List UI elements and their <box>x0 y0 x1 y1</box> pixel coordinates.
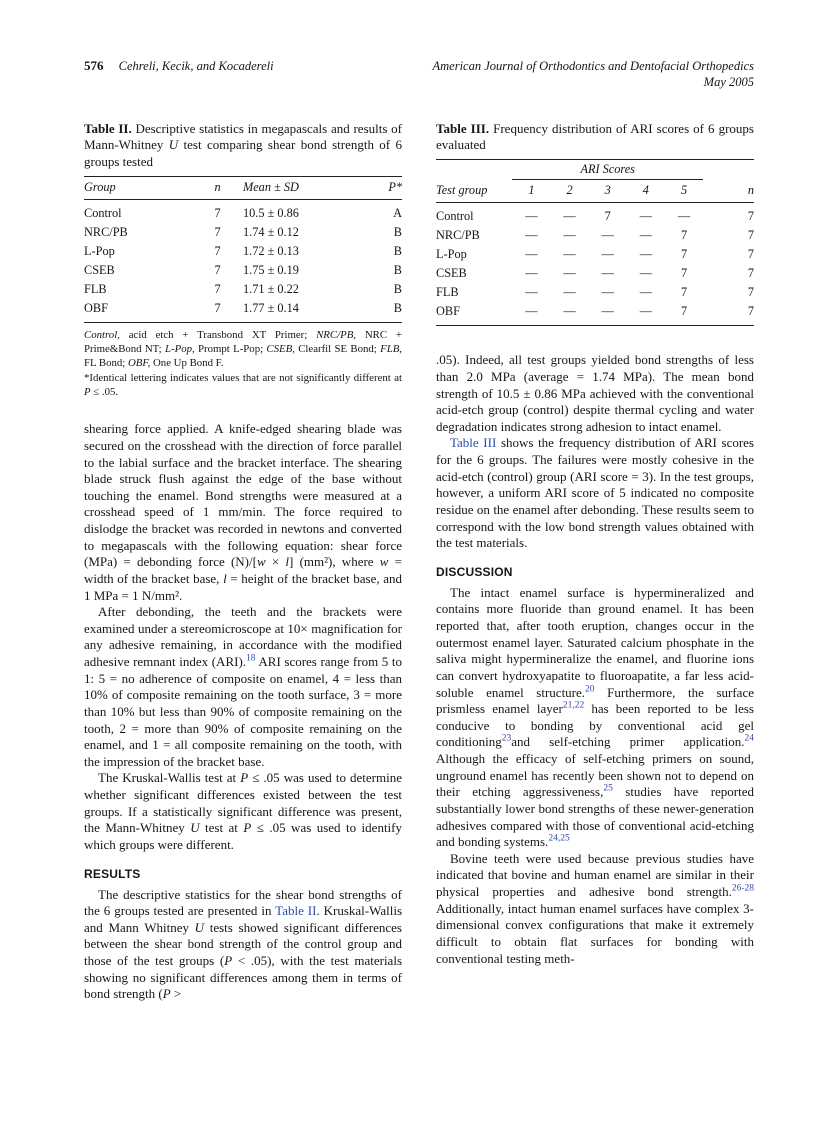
ari-score-cell: 7 <box>680 266 688 281</box>
ari-score-cell: — <box>525 209 538 224</box>
paragraph-ari-scoring <box>84 604 402 770</box>
text-run: = width of the bracket base, <box>84 554 402 586</box>
text-run: ≤ .05. <box>90 386 119 399</box>
group-cell: L-Pop <box>84 244 115 259</box>
table-row <box>436 226 754 245</box>
text-run: l <box>285 554 290 570</box>
ari-score-cell: — <box>525 285 538 300</box>
table-row <box>436 283 754 302</box>
text-run: and self-etching primer application. <box>511 734 745 750</box>
table-3-caption <box>436 121 754 155</box>
test-group-cell: NRC/PB <box>436 228 480 243</box>
empty-cell <box>436 160 512 180</box>
ari-score-cell: — <box>525 304 538 319</box>
ari-score-cell: — <box>525 228 538 243</box>
n-cell: 7 <box>747 209 754 224</box>
p-cell: A <box>393 206 402 221</box>
text-run: shearing force applied. A knife-edged shearing blade was secured on the crosshead with the direction of force parallel to the labial surface and the bracket interface. The shearing blade struck flush against the edge of the base without touching the enamel. Bond strengths were measured at a crosshead speed of 1 mm/min. The force required to dislodge the bracket was recorded in newtons and converted to megapascals with the following equation: shear force (MPa) = debonding force (N)/[ <box>84 421 402 570</box>
table-2-header-row <box>84 177 402 200</box>
ari-score-cell: — <box>563 304 576 319</box>
issue-date: May 2005 <box>703 75 754 90</box>
text-run: The descriptive statistics for the shear bond strengths of the 6 groups tested are presented in <box>84 886 402 919</box>
table-3-block <box>436 121 754 327</box>
running-header <box>84 58 754 91</box>
discussion-heading: DISCUSSION <box>436 564 513 579</box>
ari-scores-span-header: ARI Scores <box>512 160 703 180</box>
column-header-score-3: 3 <box>589 180 627 203</box>
column-header-score-1: 1 <box>512 180 550 203</box>
ari-score-cell: — <box>639 266 652 281</box>
paragraph-results-continued <box>436 352 754 435</box>
table-2-block <box>84 121 402 400</box>
reference-superscript[interactable]: 24,25 <box>548 833 570 844</box>
ari-score-cell: — <box>601 228 614 243</box>
empty-cell <box>703 160 754 180</box>
table-3-span-header-row <box>436 160 754 180</box>
group-cell: OBF <box>84 301 108 316</box>
ari-score-cell: — <box>601 266 614 281</box>
text-run: NRC/PB, <box>316 329 356 342</box>
text-run: P <box>224 953 233 969</box>
ari-score-cell: 7 <box>604 209 611 224</box>
table-3 <box>436 159 754 326</box>
test-group-cell: CSEB <box>436 266 467 281</box>
text-run: CSEB, <box>266 343 295 356</box>
ari-score-cell: — <box>563 228 576 243</box>
right-column <box>436 121 754 1003</box>
column-header-mean-sd: Mean ± SD <box>243 177 357 200</box>
text-run: shows the frequency distribution of ARI scores for the 6 groups. The failures were mostly cohesive in the acid-etch (control) group (ARI score = 3). In the test groups, however, a uniform ARI score of 5 indicated no composite residue on the enamel after debonding. These results seem to correspond with the low bond strength values obtained with the test materials. <box>436 435 754 551</box>
paragraph-discussion-bovine <box>436 851 754 967</box>
mean-sd-cell: 1.71 ± 0.22 <box>242 282 299 297</box>
table-row <box>84 261 402 280</box>
running-header-right <box>433 58 755 91</box>
ari-score-cell: — <box>563 285 576 300</box>
ari-score-cell: — <box>563 247 576 262</box>
text-run: > <box>170 986 182 1002</box>
text-run: l <box>223 570 227 586</box>
text-run: Additionally, intact human enamel surfaces have complex 3-dimensional convex configurations that make it extremely difficult to obtain flat surfaces for bonding with conventional testing meth- <box>436 900 754 966</box>
ari-score-cell: — <box>639 285 652 300</box>
column-header-n: n <box>192 177 243 200</box>
group-cell: Control <box>84 206 122 221</box>
group-cell: FLB <box>84 282 107 297</box>
ari-score-cell: — <box>525 247 538 262</box>
text-run: L-Pop, <box>165 343 195 356</box>
text-run: The intact enamel surface is hypermineralized and contains more fluoride than ground enamel. It has been reported that, after tooth eruption, changes occur in the outermost enamel layer. Saturated calcium phosphate in the saliva might hypermineralize the enamel, and fluorine ions can convert hydroxyapatite to fluoroapatite, a far less acid-soluble enamel structure. <box>436 584 754 700</box>
table-2-caption <box>84 121 402 172</box>
p-cell: B <box>393 244 402 259</box>
table-row <box>436 264 754 283</box>
text-run: w <box>256 554 266 570</box>
ari-score-cell: — <box>525 266 538 281</box>
text-run: NRC + Prime&Bond NT; <box>84 329 402 356</box>
ari-score-cell: 7 <box>680 247 688 262</box>
page-number: 576 <box>84 58 104 73</box>
group-cell: NRC/PB <box>84 225 128 240</box>
n-cell: 7 <box>747 266 754 281</box>
n-cell: 7 <box>214 301 221 316</box>
text-run: U <box>168 137 179 153</box>
reference-superscript[interactable]: 26-28 <box>731 883 754 894</box>
ari-score-cell: — <box>563 266 576 281</box>
reference-superscript[interactable]: 25 <box>603 783 613 794</box>
mean-sd-cell: 1.75 ± 0.19 <box>242 263 299 278</box>
mean-sd-cell: 10.5 ± 0.86 <box>242 206 299 221</box>
text-run: Descriptive statistics in megapascals and results of Mann-Whitney <box>84 120 402 153</box>
table-row <box>84 299 402 323</box>
paragraph-methods-shearing <box>84 421 402 604</box>
text-run: FL Bond; <box>84 357 128 370</box>
text-run: FLB, <box>380 343 402 356</box>
text-run: tests showed significant differences between the shear bond strength of the control group and those of the test groups ( <box>84 919 402 969</box>
text-run: < .05), with the test materials showing no significant differences among them in terms of bond strength ( <box>84 953 403 1002</box>
p-cell: B <box>393 263 402 278</box>
reference-superscript[interactable]: 24 <box>744 734 754 745</box>
table-row <box>436 245 754 264</box>
text-run: OBF, <box>128 357 151 370</box>
text-run: Although the efficacy of self-etching primers on sound, unground enamel has recently been shown not to depend on their etching aggressiveness, <box>436 751 754 800</box>
text-run: P <box>243 820 252 836</box>
column-header-score-4: 4 <box>627 180 665 203</box>
text-run: After debonding, the teeth and the brackets were examined under a stereomicroscope at 10× magnification for any adhesive remaining, in accordance with the modified adhesive remnant index (ARI). <box>84 604 402 670</box>
text-run: P <box>162 986 171 1002</box>
text-run: Table II. <box>84 120 132 136</box>
n-cell: 7 <box>747 247 754 262</box>
mean-sd-cell: 1.74 ± 0.12 <box>242 225 299 240</box>
table-row <box>436 302 754 326</box>
n-cell: 7 <box>214 225 221 240</box>
column-header-p: P* <box>357 177 402 200</box>
text-run: = height of the bracket base, and 1 MPa = 1 N/mm². <box>84 570 402 603</box>
text-run: Bovine teeth were used because previous studies have indicated that bovine and human enamel are similar in their physical properties and adhesive bond strength. <box>436 850 754 900</box>
ari-score-cell: 7 <box>680 285 688 300</box>
cross-reference-link[interactable]: Table II <box>275 903 317 919</box>
test-group-cell: FLB <box>436 285 459 300</box>
ari-score-cell: — <box>563 209 576 224</box>
text-run: Frequency distribution of ARI scores of 6 groups evaluated <box>436 120 754 153</box>
text-run: ≤ .05 was used to identify which groups were different. <box>84 820 402 852</box>
journal-title: American Journal of Orthodontics and Dentofacial Orthopedics <box>432 59 754 73</box>
column-header-test-group: Test group <box>436 180 512 203</box>
p-cell: B <box>393 301 402 316</box>
text-run: Furthermore, the surface prismless enamel layer <box>436 684 754 717</box>
n-cell: 7 <box>747 304 754 319</box>
table-2-footnote-significance <box>84 371 402 399</box>
ari-score-cell: — <box>639 209 652 224</box>
reference-superscript[interactable]: 23 <box>501 734 512 745</box>
group-cell: CSEB <box>84 263 115 278</box>
test-group-cell: L-Pop <box>436 247 467 262</box>
ari-score-cell: — <box>601 285 614 300</box>
column-header-n: n <box>703 180 754 203</box>
reference-superscript[interactable]: 21,22 <box>562 700 585 711</box>
text-run: acid etch + Transbond XT Primer; <box>119 329 317 342</box>
text-run: P <box>84 386 91 399</box>
column-header-score-2: 2 <box>550 180 588 203</box>
column-header-group: Group <box>84 177 192 200</box>
table-2-footnote-abbreviations <box>84 328 402 370</box>
table-row <box>436 203 754 227</box>
text-run: . Kruskal-Wallis and Mann Whitney <box>84 903 402 935</box>
p-cell: B <box>393 282 402 297</box>
paragraph-results <box>84 887 402 1003</box>
n-cell: 7 <box>747 228 754 243</box>
paragraph-discussion-enamel <box>436 585 754 851</box>
results-heading: RESULTS <box>84 866 141 881</box>
ari-score-cell: — <box>639 228 652 243</box>
mean-sd-cell: 1.77 ± 0.14 <box>242 301 299 316</box>
text-run: ] (mm²), where <box>289 554 380 570</box>
text-run: One Up Bond F. <box>150 357 224 370</box>
n-cell: 7 <box>214 206 221 221</box>
text-run: P <box>240 770 249 786</box>
text-run: Clearfil SE Bond; <box>294 343 381 356</box>
text-run: .05). Indeed, all test groups yielded bond strengths of less than 2.0 MPa (average = 1.74 MPa). The mean bond strength of 10.5 ± 0.86 MPa achieved with the conventional acid-etch group (control) despite thermal cycling and water degradation indicates strong adhesion to intact enamel. <box>436 352 754 434</box>
ari-score-cell: — <box>639 304 652 319</box>
table-3-header-row <box>436 180 754 203</box>
text-run: U <box>194 919 205 935</box>
text-run: U <box>190 820 200 836</box>
text-run: × <box>265 554 286 570</box>
text-run: Table III. <box>436 120 490 136</box>
text-run: test at <box>199 820 244 836</box>
table-row <box>84 223 402 242</box>
n-cell: 7 <box>214 244 221 259</box>
text-run: has been reported to be less conducive to bonding by conventional acid gel conditioning <box>436 701 754 750</box>
running-header-left <box>84 58 274 75</box>
left-column <box>84 121 402 1003</box>
n-cell: 7 <box>214 263 221 278</box>
text-run: test comparing shear bond strength of 6 groups tested <box>84 137 403 170</box>
text-run: *Identical lettering indicates values that are not significantly different at <box>84 372 402 385</box>
table-2 <box>84 176 402 323</box>
text-run: studies have reported substantially lower bond strengths of these newer-generation adhesives compared with those of conventional acid-etching and bonding systems. <box>436 784 754 850</box>
ari-score-cell: 7 <box>680 304 688 319</box>
text-run: Control, <box>84 329 120 342</box>
n-cell: 7 <box>214 282 221 297</box>
reference-superscript[interactable]: 18 <box>246 653 256 664</box>
text-run: w <box>379 554 389 570</box>
text-run: ARI scores range from 5 to 1: 5 = no adherence of composite on enamel, 4 = less than 10% of composite remaining on the tooth surface, 3 = more than 10% but less than 90% of composite remaining on the tooth, 2 = more than 90% of composite remaining on the enamel, and 1 = all composite remaining on the tooth, with the impression of the bracket base. <box>84 654 402 769</box>
ari-score-cell: — <box>677 209 691 224</box>
table-row <box>84 242 402 261</box>
cross-reference-link[interactable]: Table III <box>450 435 497 451</box>
paragraph-ari-results <box>436 435 754 551</box>
p-cell: B <box>393 225 402 240</box>
test-group-cell: OBF <box>436 304 460 319</box>
n-cell: 7 <box>747 285 754 300</box>
text-run: The Kruskal-Wallis test at <box>98 770 241 786</box>
column-header-score-5: 5 <box>665 180 703 203</box>
ari-score-cell: — <box>639 247 652 262</box>
ari-score-cell: — <box>601 247 614 262</box>
test-group-cell: Control <box>436 209 474 224</box>
table-row <box>84 280 402 299</box>
text-run: Prompt L-Pop; <box>194 343 267 356</box>
ari-score-cell: — <box>601 304 614 319</box>
table-row <box>84 200 402 224</box>
text-run: ≤ .05 was used to determine whether significant differences existed between the test groups. If a statistically significant difference was present, the Mann-Whitney <box>84 770 402 836</box>
reference-superscript[interactable]: 20 <box>585 684 595 695</box>
mean-sd-cell: 1.72 ± 0.13 <box>242 244 299 259</box>
two-column-layout <box>84 121 754 1003</box>
paragraph-statistics <box>84 770 402 853</box>
ari-score-cell: 7 <box>680 228 688 243</box>
running-authors: Cehreli, Kecik, and Kocadereli <box>118 59 274 73</box>
